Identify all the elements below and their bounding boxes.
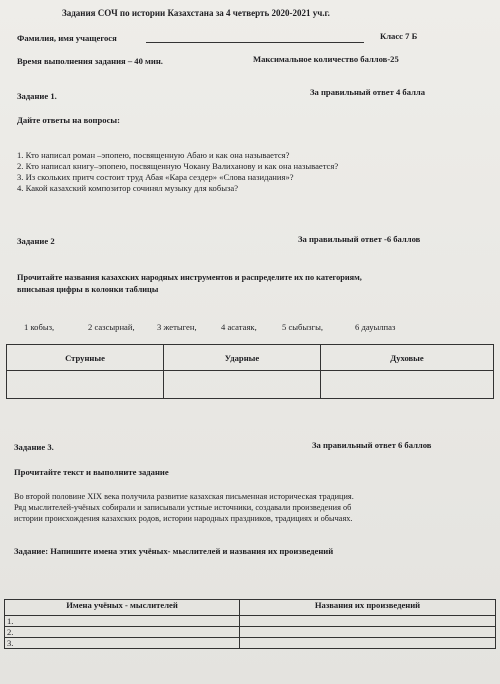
scholar-row-number[interactable]: 2. xyxy=(5,627,240,638)
column-header-percussion: Ударные xyxy=(164,345,321,371)
instrument-item: 3 жетыген, xyxy=(157,322,197,332)
task3-text-line-3: истории происхождения казахских родов, истории народных праздников, традициях и обычаях. xyxy=(14,514,353,523)
work-answer-cell[interactable] xyxy=(240,627,496,638)
student-name-label: Фамилия, имя учащегося xyxy=(17,33,117,43)
class-label: Класс 7 Б xyxy=(380,31,418,41)
task1-instruction: Дайте ответы на вопросы: xyxy=(17,115,120,125)
task1-question-2: 2. Кто написал книгу–эпопею, посвященную Чокану Валиханову и как она называется? xyxy=(17,161,339,171)
task3-assignment: Задание: Напишите имена этих учёных- мыслителей и названия их произведений xyxy=(14,546,334,556)
column-header-wind: Духовые xyxy=(321,345,494,371)
column-header-strings: Струнные xyxy=(7,345,164,371)
instruments-table xyxy=(6,344,494,399)
task1-title: Задание 1. xyxy=(17,91,57,101)
task2-instruction-2: вписывая цифры в колонки таблицы xyxy=(17,285,159,294)
answer-cell-strings[interactable] xyxy=(7,371,164,399)
task1-question-1: 1. Кто написал роман –эпопею, посвященную Абаю и как она называется? xyxy=(17,150,290,160)
task3-instruction: Прочитайте текст и выполните задание xyxy=(14,467,169,477)
task3-text-line-2: Ряд мыслителей-учёных собирали и записывали устные источники, создавали произведения об xyxy=(14,503,352,512)
student-name-field[interactable] xyxy=(146,42,364,43)
scholars-table xyxy=(4,599,496,649)
work-answer-cell[interactable] xyxy=(240,616,496,627)
instrument-item: 1 кобыз, xyxy=(24,322,55,332)
task1-question-4: 4. Какой казахский композитор сочинял музыку для кобыза? xyxy=(17,183,239,193)
scholar-row-number[interactable]: 1. xyxy=(5,616,240,627)
max-points-label: Максимальное количество баллов-25 xyxy=(253,54,399,64)
work-answer-cell[interactable] xyxy=(240,638,496,649)
column-header-works: Названия их произведений xyxy=(240,600,496,616)
time-label: Время выполнения задания – 40 мин. xyxy=(17,56,163,66)
task1-question-3: 3. Из скольких притч состоит труд Абая «Кара сездер» «Слова назидания»? xyxy=(17,172,294,182)
answer-cell-percussion[interactable] xyxy=(164,371,321,399)
task3-text-line-1: Во второй половине XIX века получила развитие казахская письменная историческая традиция. xyxy=(14,492,354,501)
task1-points: За правильный ответ 4 балла xyxy=(310,87,426,97)
task2-title: Задание 2 xyxy=(17,236,55,246)
task3-points: За правильный ответ 6 баллов xyxy=(312,440,432,450)
answer-cell-wind[interactable] xyxy=(321,371,494,399)
instrument-item: 2 сазсырнай, xyxy=(88,322,135,332)
scholar-row-number[interactable]: 3. xyxy=(5,638,240,649)
task3-title: Задание 3. xyxy=(14,442,54,452)
document-title: Задания СОЧ по истории Казахстана за 4 четверть 2020-2021 уч.г. xyxy=(62,8,330,18)
instrument-item: 5 сыбызгы, xyxy=(282,322,324,332)
task2-points: За правильный ответ -6 баллов xyxy=(298,234,421,244)
instrument-item: 4 асатаяк, xyxy=(221,322,257,332)
task2-instruction-1: Прочитайте названия казахских народных инструментов и распределите их по категориям, xyxy=(17,273,362,282)
column-header-scholar-names: Имена учёных - мыслителей xyxy=(5,600,240,616)
instrument-item: 6 дауылпаз xyxy=(355,322,396,332)
